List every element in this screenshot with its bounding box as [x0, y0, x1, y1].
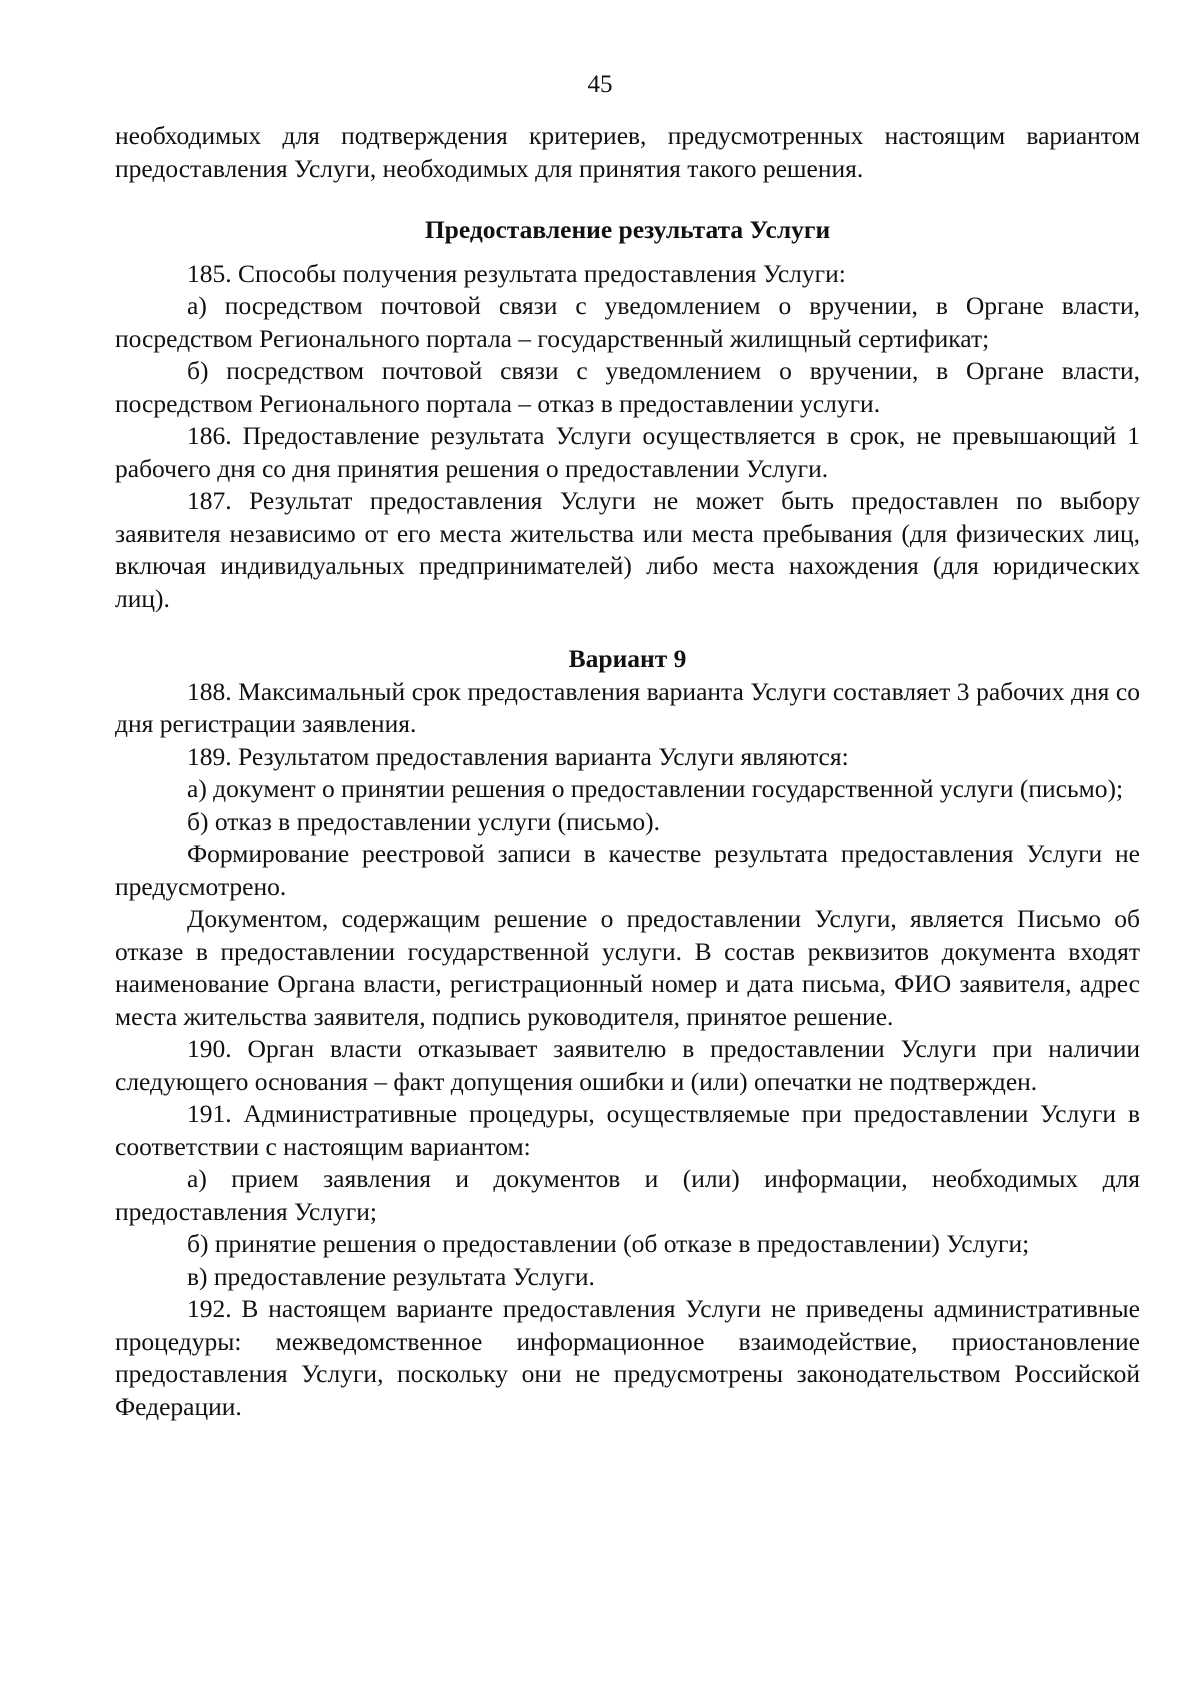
paragraph-189: 189. Результатом предоставления варианта Услуги являются:	[187, 741, 849, 771]
paragraph-187: 187. Результат предоставления Услуги не может быть предоставлен по выбору заявителя независимо от его места жительства или места пребывания (для физических лиц, включая индивидуальных предпринимателей) либо места нахождения (для юридических лиц).	[115, 486, 1140, 613]
paragraph-continuation: необходимых для подтверждения критериев, предусмотренных настоящим вариантом предоставления Услуги, необходимых для принятия такого решения.	[115, 121, 1140, 183]
paragraph-decision-document: Документом, содержащим решение о предоставлении Услуги, является Письмо об отказе в предоставлении государственной услуги. В состав реквизитов документа входят наименование Органа власти, регистрационный номер и дата письма, ФИО заявителя, адрес места жительства заявителя, подпись руководителя, принятое решение.	[115, 904, 1140, 1031]
paragraph-186: 186. Предоставление результата Услуги осуществляется в срок, не превышающий 1 рабочего дня со дня принятия решения о предоставлении Услуги.	[115, 421, 1140, 483]
paragraph-185-a: а) посредством почтовой связи с уведомлением о вручении, в Органе власти, посредством Регионального портала – государственный жилищный сертификат;	[115, 291, 1140, 353]
paragraph-191-a: а) прием заявления и документов и (или) информации, необходимых для предоставления Услуги;	[115, 1164, 1140, 1226]
paragraph-185-b: б) посредством почтовой связи с уведомлением о вручении, в Органе власти, посредством Регионального портала – отказ в предоставлении услуги.	[115, 356, 1140, 418]
page-number: 45	[587, 71, 613, 98]
section-heading-result: Предоставление результата Услуги	[424, 215, 831, 244]
paragraph-192: 192. В настоящем варианте предоставления Услуги не приведены административные процедуры: межведомственное информационное взаимодействие, приостановление предоставления Услуги, поскольку они не предусмотрены законодательством Российской Федерации.	[115, 1294, 1140, 1421]
section-heading-variant-9: Вариант 9	[568, 644, 687, 673]
paragraph-registry-record: Формирование реестровой записи в качестве результата предоставления Услуги не предусмотрено.	[115, 839, 1140, 901]
paragraph-185: 185. Способы получения результата предоставления Услуги:	[187, 258, 846, 288]
paragraph-190: 190. Орган власти отказывает заявителю в предоставлении Услуги при наличии следующего основания – факт допущения ошибки и (или) опечатки не подтвержден.	[115, 1034, 1140, 1096]
paragraph-191-c: в) предоставление результата Услуги.	[187, 1261, 595, 1291]
paragraph-191: 191. Административные процедуры, осуществляемые при предоставлении Услуги в соответствии с настоящим вариантом:	[115, 1099, 1140, 1161]
paragraph-189-a: а) документ о принятии решения о предоставлении государственной услуги (письмо);	[187, 774, 1124, 803]
paragraph-188: 188. Максимальный срок предоставления варианта Услуги составляет 3 рабочих дня со дня регистрации заявления.	[115, 676, 1140, 738]
document-body	[115, 120, 1140, 1423]
paragraph-189-b: б) отказ в предоставлении услуги (письмо).	[187, 806, 660, 836]
paragraph-191-b: б) принятие решения о предоставлении (об отказе в предоставлении) Услуги;	[187, 1229, 1030, 1258]
